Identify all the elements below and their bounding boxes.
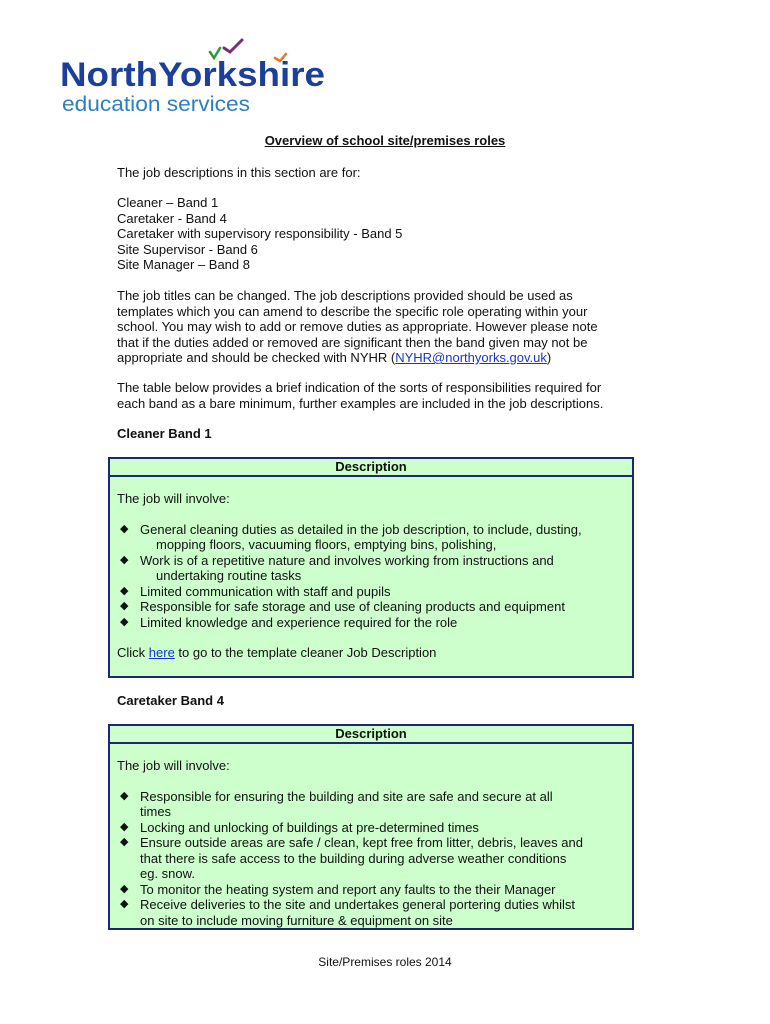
- link-suffix: to go to the template cleaner Job Description: [174, 645, 437, 660]
- cleaner-template-link[interactable]: here: [148, 645, 175, 660]
- duty-text: Responsible for ensuring the building and site are safe and secure at all: [140, 788, 553, 804]
- intro-text: The job descriptions in this section are for:: [117, 165, 361, 180]
- duty-text: General cleaning duties as detailed in the job description, to include, dusting,: [140, 521, 582, 537]
- duties-list: [117, 522, 622, 631]
- logo: [60, 36, 340, 116]
- list-item: [117, 835, 622, 882]
- duty-text: eg. snow.: [140, 866, 195, 881]
- duties-list: [117, 789, 622, 929]
- duty-text: Work is of a repetitive nature and involves working from instructions and: [140, 552, 554, 568]
- list-item: [117, 615, 622, 631]
- cleaner-heading: Cleaner Band 1: [117, 426, 212, 441]
- page-footer: Site/Premises roles 2014: [318, 955, 452, 969]
- job-intro: The job will involve:: [117, 491, 230, 506]
- paragraph-line: each band as a bare minimum, further examples are included in the job descriptions.: [117, 395, 604, 411]
- paragraph-job-titles: [117, 288, 657, 366]
- duty-text: Receive deliveries to the site and undertakes general portering duties whilst: [140, 897, 576, 912]
- paragraph-line: The table below provides a brief indication of the sorts of responsibilities required for: [117, 380, 602, 395]
- bullet-icon: ◆: [120, 584, 129, 597]
- template-link-line: [117, 645, 622, 661]
- duty-text: mopping floors, vacuuming floors, emptying bins, polishing,: [156, 537, 497, 552]
- duty-text: Responsible for safe storage and use of cleaning products and equipment: [140, 599, 565, 614]
- list-item: [117, 584, 622, 600]
- list-item: [117, 553, 622, 584]
- bullet-icon: ◆: [120, 522, 129, 535]
- table-body: [110, 491, 632, 661]
- table-body: [110, 758, 632, 928]
- role-item: Site Supervisor - Band 6: [117, 241, 258, 257]
- list-item: [117, 789, 622, 820]
- list-item: [117, 522, 622, 553]
- role-item: Caretaker with supervisory responsibility - Band 5: [117, 226, 403, 241]
- logo-wordmark: NorthYorkshire: [60, 56, 325, 94]
- logo-subtitle: education services: [62, 93, 250, 116]
- list-item: [117, 820, 622, 836]
- bullet-icon: ◆: [120, 836, 129, 848]
- bullet-icon: ◆: [120, 789, 129, 802]
- bullet-icon: ◆: [120, 553, 129, 566]
- paragraph-line: templates which you can amend to describe the specific role operating within your: [117, 303, 588, 319]
- paragraph-text: ): [546, 350, 552, 365]
- paragraph-line: that if the duties added or removed are significant then the band given may not be: [117, 334, 588, 350]
- bullet-icon: ◆: [120, 882, 129, 895]
- link-prefix: Click: [117, 645, 149, 660]
- duty-text: Locking and unlocking of buildings at pre-determined times: [140, 819, 479, 835]
- duty-text: undertaking routine tasks: [156, 568, 302, 583]
- table-header: Description: [110, 726, 632, 744]
- job-intro: The job will involve:: [117, 758, 230, 773]
- duty-text: Limited knowledge and experience required for the role: [140, 614, 458, 630]
- duty-text: on site to include moving furniture & equipment on site: [140, 912, 453, 928]
- paragraph-line: The job titles can be changed. The job descriptions provided should be used as: [117, 288, 573, 303]
- table-header: Description: [110, 459, 632, 477]
- paragraph-line: school. You may wish to add or remove duties as appropriate. However please note: [117, 319, 598, 334]
- logo-graphic: [60, 36, 340, 116]
- page-title: Overview of school site/premises roles: [264, 133, 506, 148]
- list-item: [117, 599, 622, 615]
- caretaker-heading: Caretaker Band 4: [117, 693, 224, 708]
- duty-text: Limited communication with staff and pupils: [140, 583, 391, 599]
- paragraph-line: [117, 350, 657, 366]
- role-item: Cleaner – Band 1: [117, 195, 219, 210]
- list-item: [117, 897, 622, 928]
- nyhr-email-link[interactable]: NYHR@northyorks.gov.uk: [395, 350, 547, 365]
- roles-list: [117, 195, 657, 273]
- list-item: [117, 882, 622, 898]
- bullet-icon: ◆: [120, 600, 129, 612]
- role-item: Caretaker - Band 4: [117, 210, 227, 226]
- duty-text: To monitor the heating system and report any faults to the their Manager: [140, 881, 556, 897]
- cleaner-description-table: [108, 457, 634, 678]
- paragraph-table-info: [117, 380, 657, 411]
- duty-text: Ensure outside areas are safe / clean, kept free from litter, debris, leaves and: [140, 835, 583, 850]
- bullet-icon: ◆: [120, 615, 129, 628]
- duty-text: that there is safe access to the building during adverse weather conditions: [140, 850, 567, 866]
- paragraph-text: appropriate and should be checked with NYHR (: [117, 350, 396, 365]
- bullet-icon: ◆: [120, 898, 129, 910]
- role-item: Site Manager – Band 8: [117, 257, 250, 272]
- duty-text: times: [140, 804, 172, 819]
- logo-bird-purple: [224, 40, 242, 52]
- caretaker-description-table: [108, 724, 634, 930]
- bullet-icon: ◆: [120, 820, 129, 833]
